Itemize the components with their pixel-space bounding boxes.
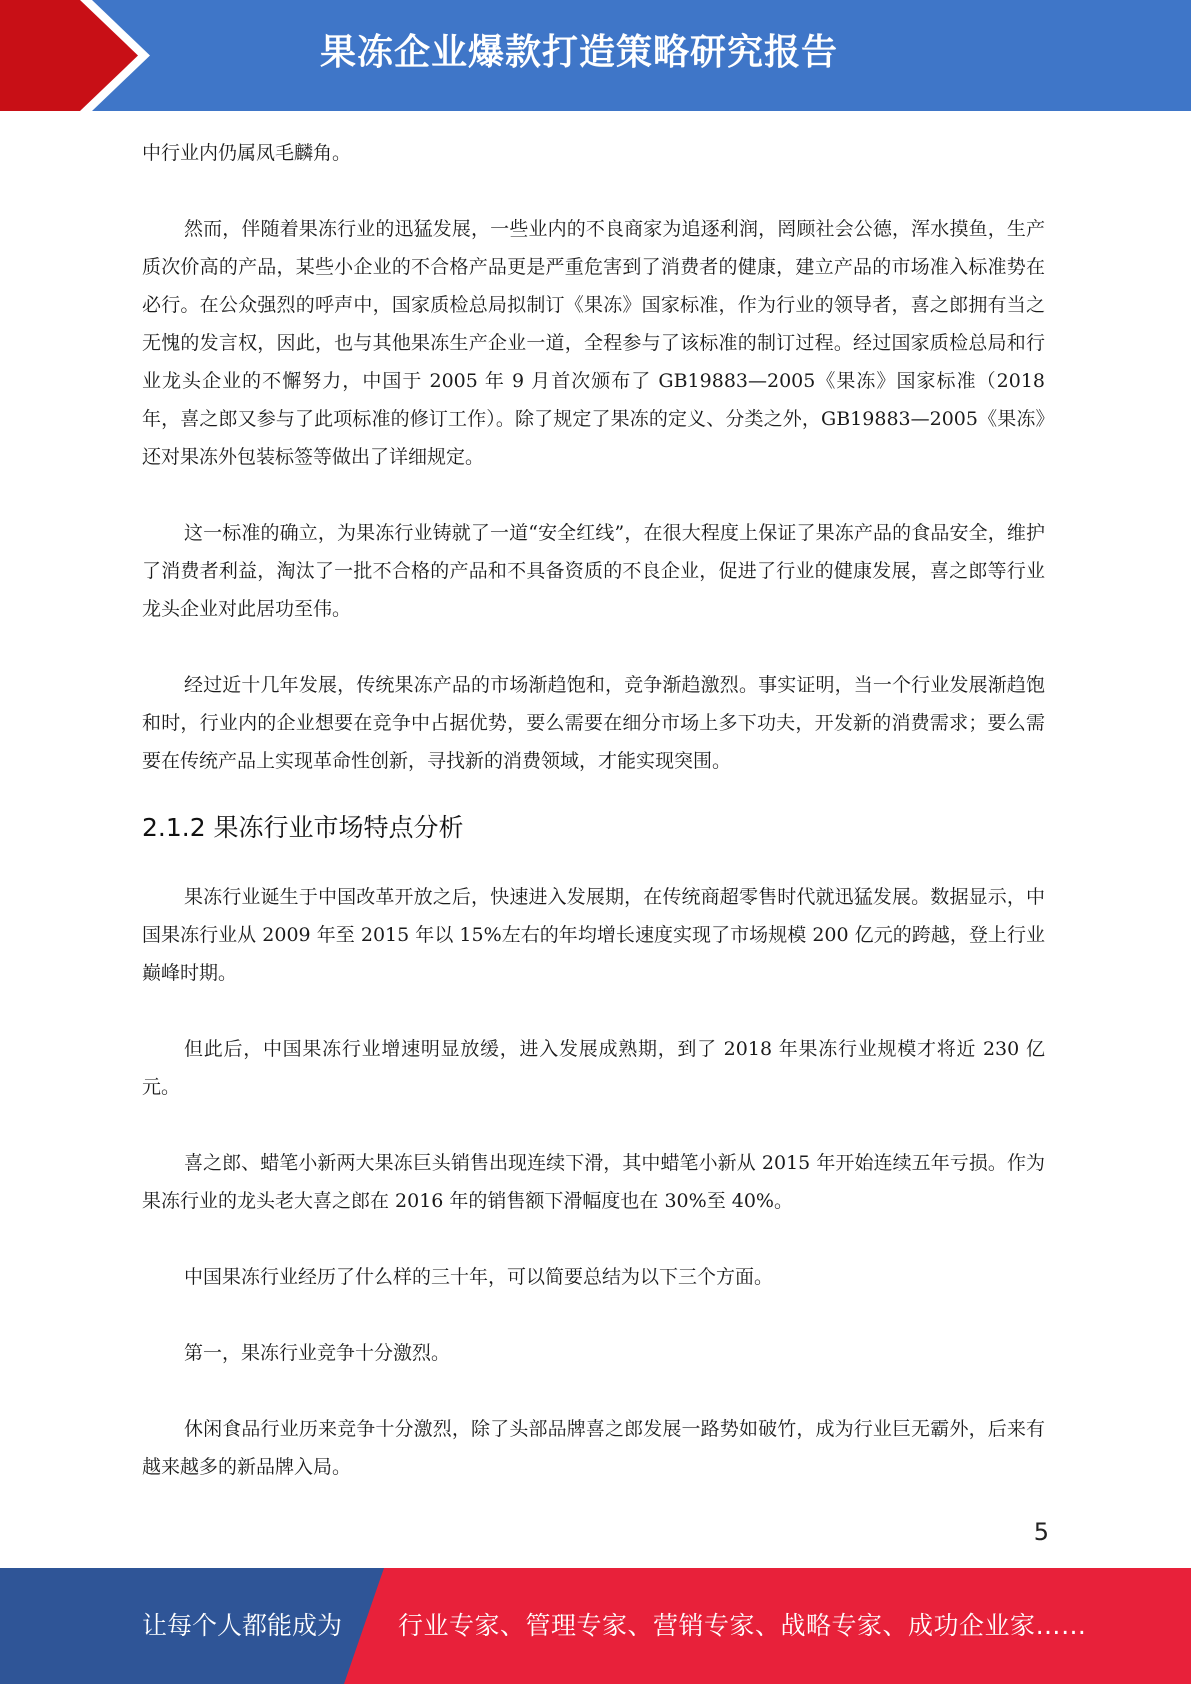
header-chevron-decoration bbox=[0, 0, 160, 111]
paragraph: 果冻行业诞生于中国改革开放之后，快速进入发展期，在传统商超零售时代就迅猛发展。数据显示，中国果冻行业从 2009 年至 2015 年以 15%左右的年均增长速度实现了市场规模 200 亿元的跨越，登上行业巅峰时期。 bbox=[142, 886, 1045, 984]
page-body bbox=[142, 134, 1045, 1486]
footer-slogan-right: 行业专家、管理专家、营销专家、战略专家、成功企业家…… bbox=[398, 1611, 1087, 1640]
paragraph: 休闲食品行业历来竞争十分激烈，除了头部品牌喜之郎发展一路势如破竹，成为行业巨无霸外，后来有越来越多的新品牌入局。 bbox=[142, 1418, 1045, 1478]
paragraph: 中国果冻行业经历了什么样的三十年，可以简要总结为以下三个方面。 bbox=[184, 1266, 774, 1288]
paragraph: 然而，伴随着果冻行业的迅猛发展，一些业内的不良商家为追逐利润，罔顾社会公德，浑水摸鱼，生产质次价高的产品，某些小企业的不合格产品更是严重危害到了消费者的健康，建立产品的市场准入标准势在必行。在公众强烈的呼声中，国家质检总局拟制订《果冻》国家标准，作为行业的领导者，喜之郎拥有当之无愧的发言权，因此，也与其他果冻生产企业一道，全程参与了该标准的制订过程。经过国家质检总局和行业龙头企业的不懈努力，中国于 2005 年 9 月首次颁布了 GB19883—2005《果冻》国家标准（2018 年，喜之郎又参与了此项标准的修订工作）。除了规定了果冻的定义、分类之外，GB19883—2005《果冻》还对果冻外包装标签等做出了详细规定。 bbox=[142, 218, 1045, 468]
paragraph: 喜之郎、蜡笔小新两大果冻巨头销售出现连续下滑，其中蜡笔小新从 2015 年开始连续五年亏损。作为果冻行业的龙头老大喜之郎在 2016 年的销售额下滑幅度也在 30%至 40%。 bbox=[142, 1152, 1045, 1212]
footer-slogan-left: 让每个人都能成为 bbox=[142, 1611, 343, 1640]
paragraph: 中行业内仍属凤毛麟角。 bbox=[142, 142, 352, 164]
paragraph: 经过近十几年发展，传统果冻产品的市场渐趋饱和，竞争渐趋激烈。事实证明，当一个行业发展渐趋饱和时，行业内的企业想要在竞争中占据优势，要么需要在细分市场上多下功夫，开发新的消费需求；要么需要在传统产品上实现革命性创新，寻找新的消费领域，才能实现突围。 bbox=[142, 674, 1045, 772]
report-header-bar bbox=[0, 0, 1191, 111]
paragraph: 第一，果冻行业竞争十分激烈。 bbox=[184, 1342, 451, 1364]
page-number: 5 bbox=[1033, 1518, 1049, 1546]
section-heading: 2.1.2 果冻行业市场特点分析 bbox=[142, 813, 464, 842]
paragraph: 这一标准的确立，为果冻行业铸就了一道“安全红线”，在很大程度上保证了果冻产品的食品安全，维护了消费者利益，淘汰了一批不合格的产品和不具备资质的不良企业，促进了行业的健康发展，喜之郎等行业龙头企业对此居功至伟。 bbox=[142, 522, 1045, 620]
report-title: 果冻企业爆款打造策略研究报告 bbox=[320, 32, 839, 73]
footer-banner bbox=[0, 1568, 1191, 1684]
paragraph: 但此后，中国果冻行业增速明显放缓，进入发展成熟期，到了 2018 年果冻行业规模才将近 230 亿元。 bbox=[142, 1038, 1045, 1098]
